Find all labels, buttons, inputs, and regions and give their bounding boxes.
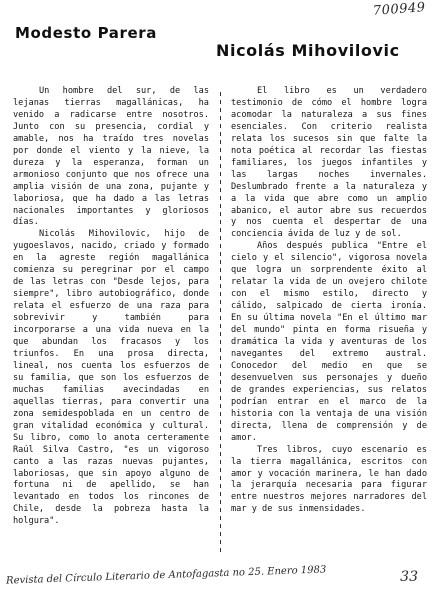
handwritten-source-note: Revista del Círculo Literario de Antofagasta no 25. Enero 1983 xyxy=(5,564,327,587)
right-column xyxy=(231,86,427,554)
paragraph: El libro es un verdadero testimonio de cómo el hombre logra acomodar la naturaleza a sus fines esenciales. Con criterio realista relata los sucesos sin que falte la nota poética al recordar las fiestas familiares, los juegos infantiles y las largas noches invernales. Deslumbrado frente a la naturaleza y a la vida que abre como un amplio abanico, el autor abre sus recuerdos y nos cuenta el despertar de una conciencia ávida de luz y de sol. xyxy=(231,86,427,240)
handwritten-page-number: 33 xyxy=(400,569,418,585)
paragraph: Tres libros, cuyo escenario es la tierra magallánica, escritos con amor y vocación marinera, le han dado la jerarquía necesaria para figurar entre nuestros mejores narradores del mar y de sus inmensidades. xyxy=(231,444,427,515)
paragraph: Nicolás Mihovilovic, hijo de yugoeslavos, nacido, criado y formado en la agreste región magallánica comienza su peregrinar por el campo de las letras con "Desde lejos, para siempre", libro autobiográfico, donde relata el esfuerzo de una raza para sobrevivir y también para incorporarse a una vida nueva en la que abundan los fracasos y los triunfos. En una prosa directa, lineal, nos cuenta los esfuerzos de su familia, que son los esfuerzos de muchas familias avecindadas en aquellas tierras, para convertir una zona semidespoblada en un centro de gran vitalidad económica y cultural. Su libro, como lo anota certeramente Raúl Silva Castro, "es un vigoroso canto a las razas nuevas pujantes, laboriosas, que sin apoyo alguno de fortuna ni de apellido, se han levantado en todos los rincones de Chile, desde la pobreza hasta la holgura". xyxy=(13,229,209,527)
paragraph: Años después publica "Entre el cielo y el silencio", vigorosa novela que logra un sorprendente éxito al relatar la vida de un ovejero chilote con el mismo estilo, directo y cálido, salpicado de cierta ironía. En su última novela "En el último mar del mundo" pinta en forma risueña y dramática la vida y aventuras de los navegantes del extremo austral. Conocedor del medio en que se desenvuelven sus personajes y dueño de grandes experiencias, sus relatos podrían entrar en el marco de la historia con la ventaja de una visión directa, llena de comprensión y de amor. xyxy=(231,241,427,443)
column-divider xyxy=(220,92,221,554)
left-column xyxy=(13,86,209,554)
paragraph: Un hombre del sur, de las lejanas tierras magallánicas, ha venido a radicarse entre nosotros. Junto con su presencia, cordial y amable, nos ha traído tres novelas por donde el viento y la nieve, la dureza y la esperanza, forman un armonioso conjunto que nos ofrece una amplia visión de una zona, pujante y laboriosa, que ha dado a las letras nacionales importantes y gloriosos días. xyxy=(13,86,209,228)
handwritten-catalog-number: 700949 xyxy=(372,0,427,19)
author-name: Modesto Parera xyxy=(15,24,157,42)
article-title: Nicolás Mihovilovic xyxy=(216,41,400,60)
